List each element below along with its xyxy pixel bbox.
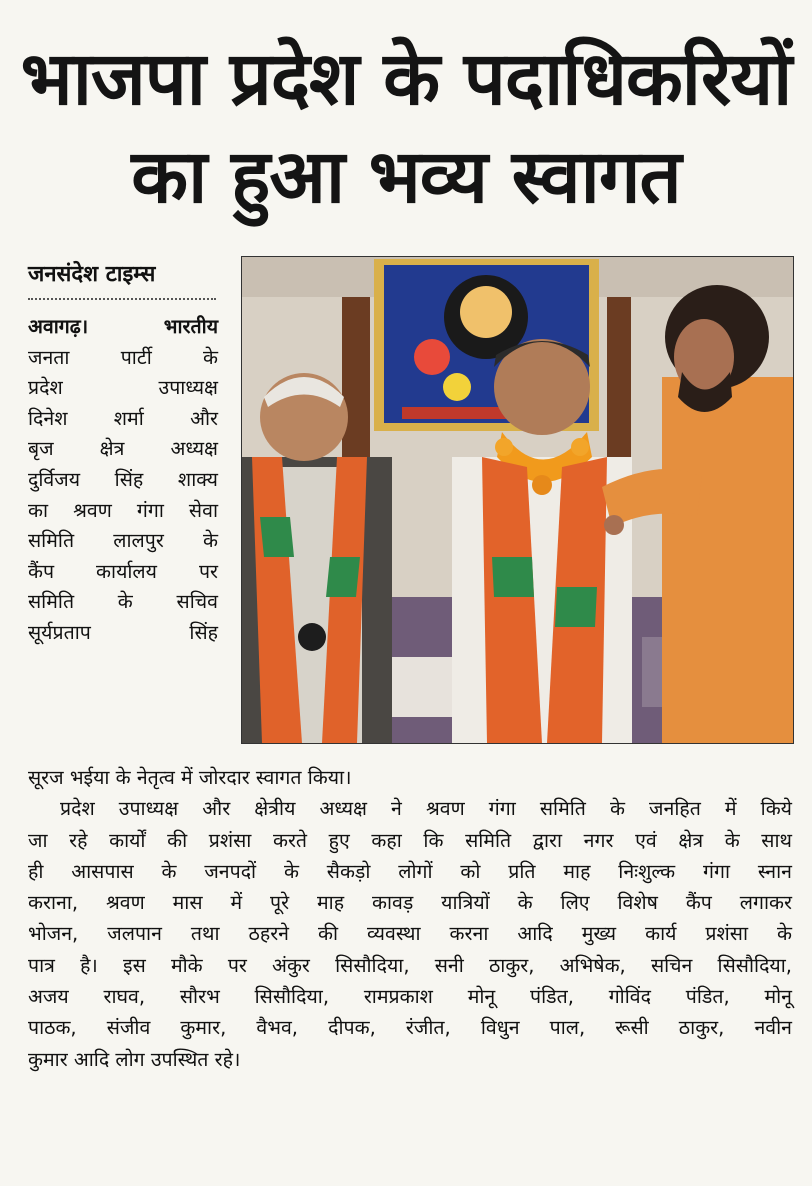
body-line: पाठक, संजीव कुमार, वैभव, दीपक, रंजीत, विधुन पाल, रूसी ठाकुर, नवीन bbox=[28, 1016, 792, 1040]
headline-line-1: भाजपा प्रदेश के पदाधिकरियों bbox=[20, 36, 792, 122]
column-line: प्रदेश उपाध्यक्ष bbox=[28, 376, 218, 400]
column-line: कैंप कार्यालय पर bbox=[28, 559, 218, 583]
byline: जनसंदेश टाइम्स bbox=[28, 262, 156, 287]
body-line: ही आसपास के जनपदों के सैकड़ो लोगों को प्रति माह निःशुल्क गंगा स्नान bbox=[28, 859, 792, 883]
news-photo bbox=[241, 256, 794, 744]
dateline: अवागढ़। bbox=[28, 315, 89, 338]
column-line: समिति के सचिव bbox=[28, 590, 218, 614]
body-line: जा रहे कार्यों की प्रशंसा करते हुए कहा कि समिति द्वारा नगर एवं क्षेत्र के साथ bbox=[28, 828, 792, 852]
body-line: सूरज भईया के नेतृत्व में जोरदार स्वागत किया। bbox=[28, 766, 352, 789]
body-line: कराना, श्रवण मास में पूरे माह कावड़ यात्रियों के लिए विशेष कैंप लगाकर bbox=[28, 891, 792, 915]
column-line: सूर्यप्रताप सिंह bbox=[28, 620, 218, 644]
headline-line-2: का हुआ भव्य स्वागत bbox=[131, 134, 681, 220]
body-line: अजय राघव, सौरभ सिसौदिया, रामप्रकाश मोनू पंडित, गोविंद पंडित, मोनू bbox=[28, 985, 792, 1009]
body-line: कुमार आदि लोग उपस्थित रहे। bbox=[28, 1047, 241, 1071]
article-body bbox=[28, 762, 792, 1075]
column-line: बृज क्षेत्र अध्यक्ष bbox=[28, 437, 218, 461]
body-line: पात्र है। इस मौके पर अंकुर सिसौदिया, सनी ठाकुर, अभिषेक, सचिन सिसौदिया, bbox=[28, 953, 792, 977]
body-line: प्रदेश उपाध्यक्ष और क्षेत्रीय अध्यक्ष ने श्रवण गंगा समिति के जनहित में किये bbox=[60, 797, 792, 821]
column-line: का श्रवण गंगा सेवा bbox=[28, 498, 218, 522]
column-line: अवागढ़। भारतीय bbox=[28, 315, 218, 338]
side-column-text bbox=[28, 312, 218, 649]
byline-divider bbox=[28, 298, 216, 300]
column-line: दुर्विजय सिंह शाक्य bbox=[28, 467, 218, 491]
column-line: जनता पार्टी के bbox=[28, 345, 218, 369]
photo-illustration bbox=[242, 257, 793, 743]
column-line: दिनेश शर्मा और bbox=[28, 406, 218, 430]
headline bbox=[20, 30, 792, 226]
column-line: समिति लालपुर के bbox=[28, 529, 218, 553]
body-line: भोजन, जलपान तथा ठहरने की व्यवस्था करना आदि मुख्य कार्य प्रशंसा के bbox=[28, 922, 792, 946]
